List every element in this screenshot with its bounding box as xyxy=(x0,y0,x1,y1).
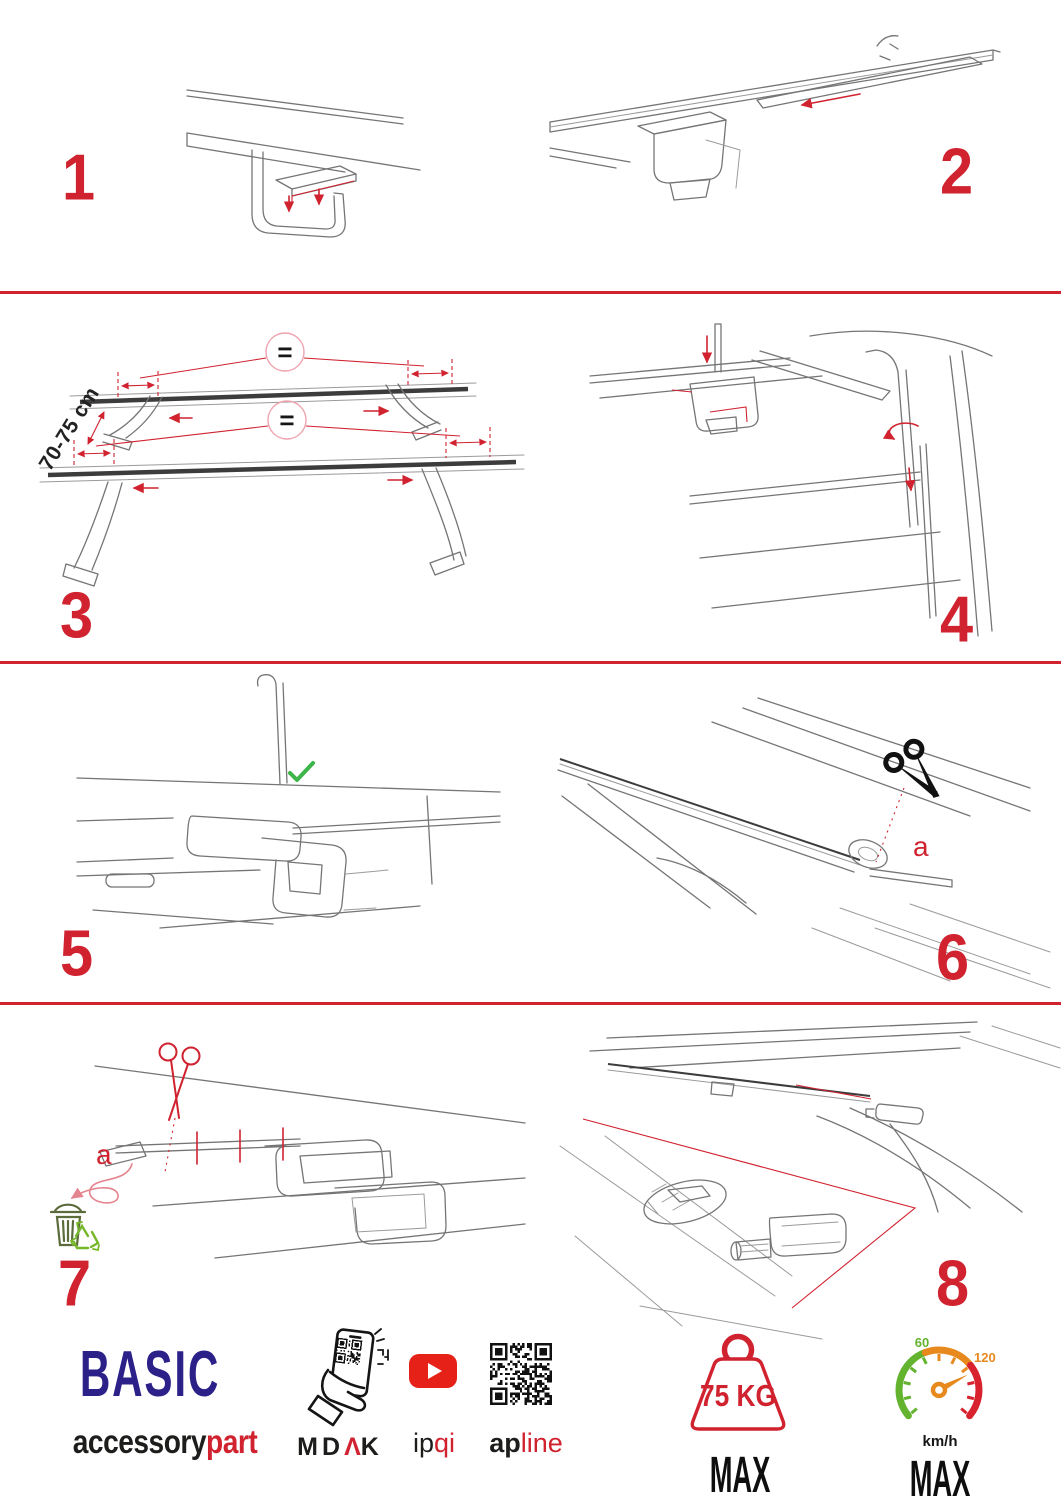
weight-max-label: MAX xyxy=(709,1447,771,1500)
mdak-black-right: K xyxy=(360,1433,383,1461)
cut-line xyxy=(165,1118,175,1172)
ipqi-red: qi xyxy=(434,1428,456,1458)
play-triangle xyxy=(428,1363,442,1379)
phone-scan-icon xyxy=(306,1326,390,1428)
speedometer-icon xyxy=(884,1336,996,1430)
checkmark-icon xyxy=(290,763,313,780)
speed-60: 60 xyxy=(914,1336,930,1350)
scissors-icon xyxy=(883,736,953,809)
apline-logo xyxy=(484,1428,568,1459)
phone-qr-code xyxy=(335,1338,363,1366)
step-number-5: 5 xyxy=(60,917,94,991)
section-divider xyxy=(0,661,1061,664)
mdak-black-left: MD xyxy=(297,1433,345,1461)
weight-value: 75 KG xyxy=(700,1378,776,1413)
step4-illustration xyxy=(560,296,1061,662)
section-divider xyxy=(0,1002,1061,1005)
step-number-3: 3 xyxy=(60,579,94,653)
line-art xyxy=(95,1066,525,1258)
step2-illustration xyxy=(530,0,1061,290)
step-number-1: 1 xyxy=(62,141,96,215)
step-number-8: 8 xyxy=(936,1247,970,1321)
ipqi-black: ip xyxy=(412,1428,434,1458)
section-divider xyxy=(0,291,1061,294)
line-art xyxy=(77,675,500,928)
line-art xyxy=(550,36,1000,200)
step-number-6: 6 xyxy=(936,921,970,995)
scissors-icon xyxy=(160,1044,200,1121)
recycle-icon xyxy=(71,1222,99,1250)
cut-line xyxy=(876,788,904,862)
feet xyxy=(63,384,466,586)
kmh-label: km/h xyxy=(922,1433,958,1450)
weight-max-icon xyxy=(666,1330,810,1442)
accessorypart-logo xyxy=(61,1424,269,1462)
line-art xyxy=(590,324,992,636)
speed-120: 120 xyxy=(974,1350,996,1365)
step-number-7: 7 xyxy=(58,1247,92,1321)
speed-max-label: MAX xyxy=(909,1451,971,1500)
cut-label-a: a xyxy=(913,831,929,862)
equals-badge: = xyxy=(279,405,295,435)
brand-basic xyxy=(76,1338,224,1412)
inward-arrows xyxy=(134,411,412,488)
step-number-4: 4 xyxy=(940,583,974,657)
slide-arrow xyxy=(802,94,860,105)
mdak-logo xyxy=(292,1433,388,1462)
youtube-icon xyxy=(409,1354,457,1388)
accessorypart-red: part xyxy=(206,1424,258,1461)
qr-code xyxy=(490,1343,552,1405)
cut-label-a: a xyxy=(96,1139,112,1170)
accessorypart-black: accessory xyxy=(72,1424,207,1461)
turn-arrows xyxy=(672,336,918,490)
apline-red: line xyxy=(520,1428,563,1458)
ipqi-logo xyxy=(406,1428,462,1459)
apline-black: ap xyxy=(489,1428,521,1458)
mdak-red-lambda: Λ xyxy=(344,1433,361,1461)
measure-label: 70-75 cm xyxy=(34,382,105,475)
trash-icon xyxy=(51,1205,85,1245)
scan-marks xyxy=(375,1329,388,1364)
line-art xyxy=(560,1022,1060,1339)
equals-badge: = xyxy=(277,337,293,367)
line-art xyxy=(187,90,420,237)
brand-basic-label: BASIC xyxy=(79,1339,221,1411)
line-art xyxy=(558,698,1050,988)
step6-illustration xyxy=(530,666,1061,1003)
step-number-2: 2 xyxy=(940,135,974,209)
step8-illustration xyxy=(530,1006,1061,1343)
